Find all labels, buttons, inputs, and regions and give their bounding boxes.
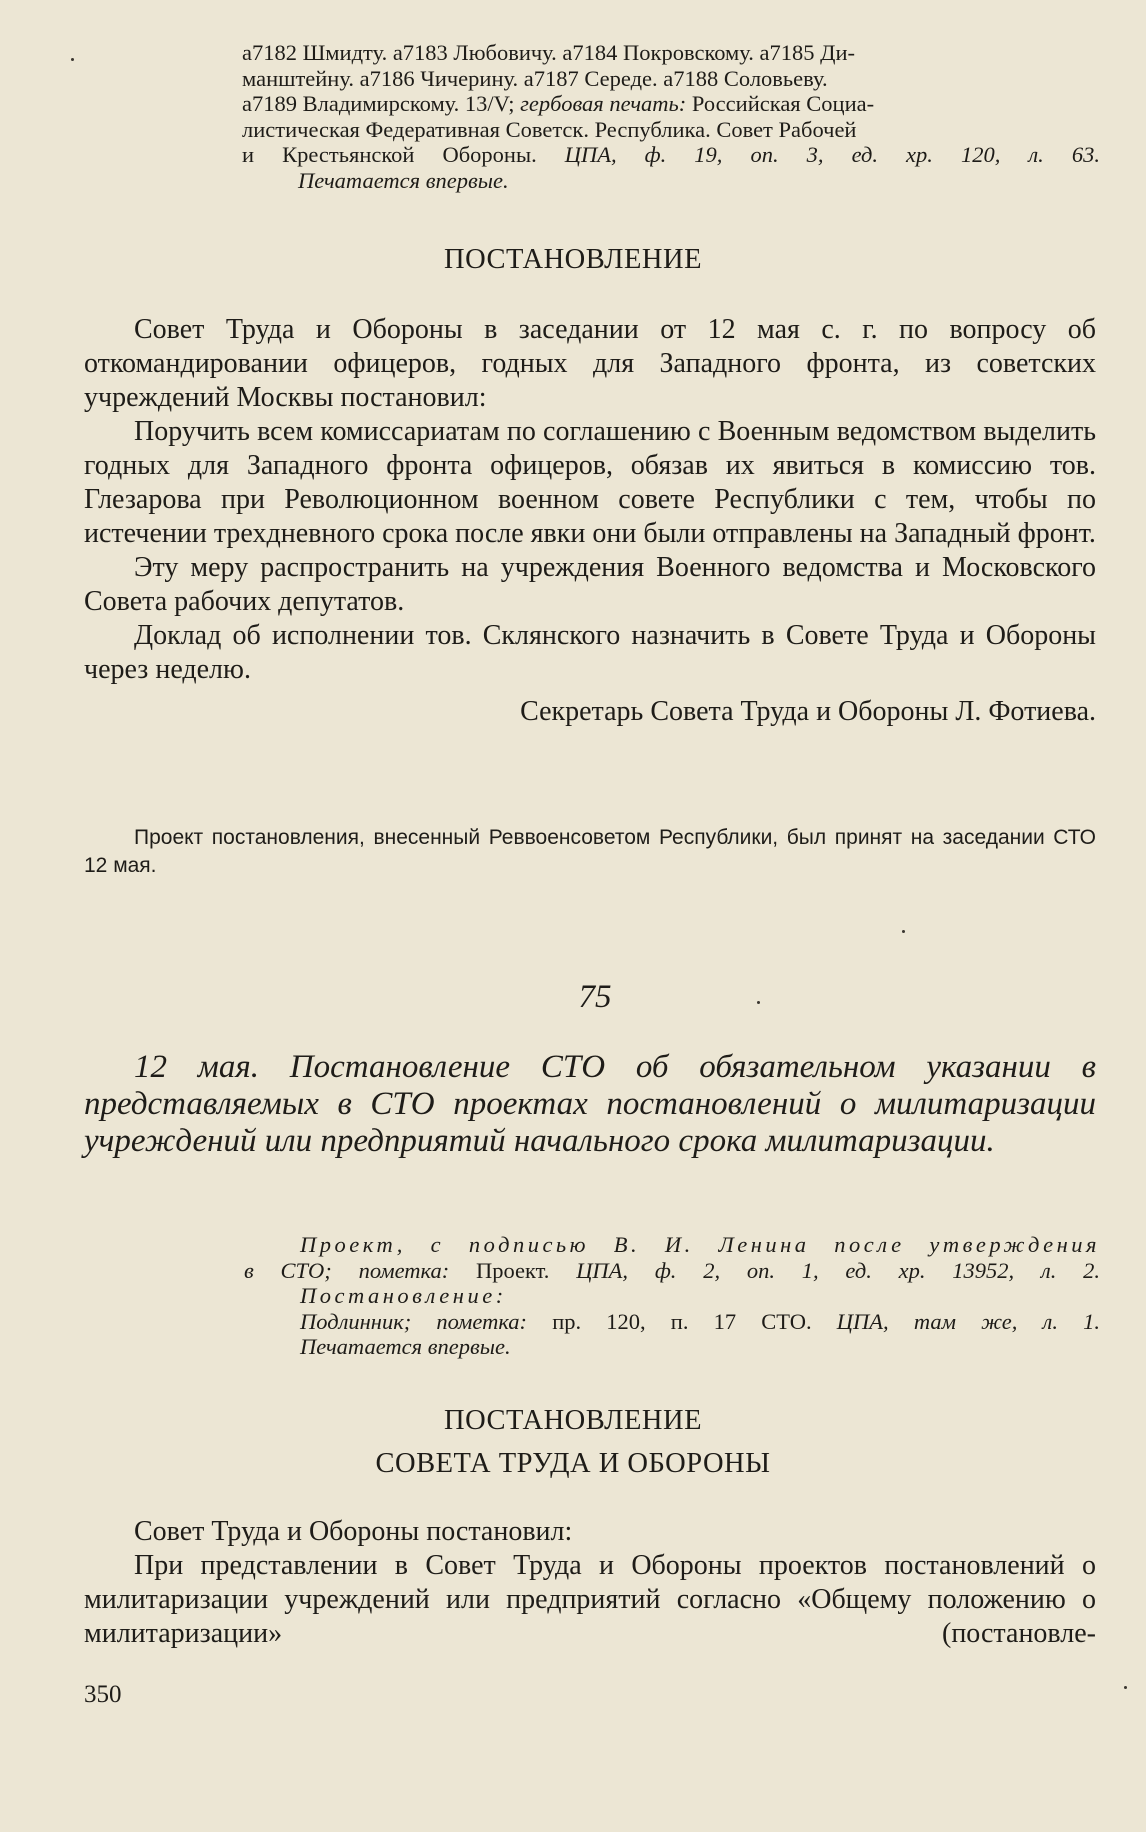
publication-note: Печатается впервые. [298,167,509,193]
document-title: 12 мая. Постановление СТО об обязательном указании в представляемых в СТО проектах постановлений о милитаризации учреждений или предприятий начального срока милитаризации. [84,1049,1096,1159]
archive-note-line: листическая Федеративная Советск. Республика. Совет Рабочей [242,116,857,142]
page-number: 350 [84,1681,122,1708]
section-heading: ПОСТАНОВЛЕНИЕ [444,244,702,275]
archive-note-line: а7182 Шмидту. а7183 Любовичу. а7184 Покровскому. а7185 Ди- [242,40,856,65]
paragraph: Совет Труда и Обороны в заседании от 12 мая с. г. по вопросу об откомандировании офицеров, годных для Западного фронта, из советских учреждений Москвы постановил: [84,314,1096,413]
publication-note: Печатается впервые. [300,1334,511,1359]
source-text: пр. 120, п. 17 СТО. [552,1308,837,1334]
paragraph: Совет Труда и Обороны постановил: [134,1516,573,1547]
paragraph: Эту меру распространить на учреждения Военного ведомства и Московского Совета рабочих депутатов. [84,552,1096,617]
signature: Секретарь Совета Труда и Обороны Л. Фотиева. [520,696,1096,727]
archive-note-line [242,91,1100,117]
note-text: Российская Социа- [686,91,875,116]
note-text: и Крестьянской Обороны. [242,142,565,167]
print-speck [757,1001,760,1004]
paragraph: Доклад об исполнении тов. Склянского назначить в Совете Труда и Обороны через неделю. [84,620,1096,685]
paragraph: Поручить всем комиссариатам по соглашению с Военным ведомством выделить годных для Западного фронта офицеров, обязав их явиться в комиссию тов. Глезарова при Революционном военном совете Республики с тем, чтобы по истечении трехдневного срока после явки они были отправлены на Западный фронт. [84,416,1096,549]
paragraph: При представлении в Совет Труда и Обороны проектов постановлений о милитаризации учреждений или предприятий согласно «Общему положению о милитаризации» (постановле- [84,1550,1096,1649]
source-note [244,1232,1100,1360]
source-text: Подлинник; пометка: [300,1308,553,1334]
archive-reference: ЦПА, ф. 2, оп. 1, ед. хр. 13952, л. 2. [576,1257,1100,1283]
archive-note-line [242,142,1100,168]
archive-note [242,40,1100,193]
archive-reference: ЦПА, там же, л. 1. [836,1308,1100,1334]
editorial-footnote: Проект постановления, внесенный Реввоенсоветом Республики, был принят на заседании СТО 12 мая. [84,826,1096,877]
source-line [244,1283,1100,1309]
archive-reference: ЦПА, ф. 19, оп. 3, ед. хр. 120, л. 63. [564,142,1100,167]
document-number: 75 [578,979,612,1015]
section-heading: ПОСТАНОВЛЕНИЕ [444,1405,702,1436]
note-italic: гербовая печать: [520,91,687,116]
source-line [244,1232,1100,1258]
source-text: в СТО; пометка: [244,1257,476,1283]
source-text: Проект. [476,1257,577,1283]
source-line [244,1258,1100,1284]
print-speck [1124,1686,1127,1689]
resolution-text [84,313,1096,729]
archive-note-line: манштейну. а7186 Чичерину. а7187 Середе. а7188 Соловьеву. [242,65,828,91]
print-speck [71,58,74,61]
source-text: Постановление: [300,1283,507,1308]
print-speck [902,930,905,933]
section-heading: СОВЕТА ТРУДА И ОБОРОНЫ [375,1448,771,1479]
note-text: а7189 Владимирскому. 13/V; [242,91,521,116]
resolution-text [84,1515,1096,1651]
source-text: Проект, с подписью В. И. Ленина после утверждения [300,1232,1100,1257]
source-line [244,1309,1100,1335]
